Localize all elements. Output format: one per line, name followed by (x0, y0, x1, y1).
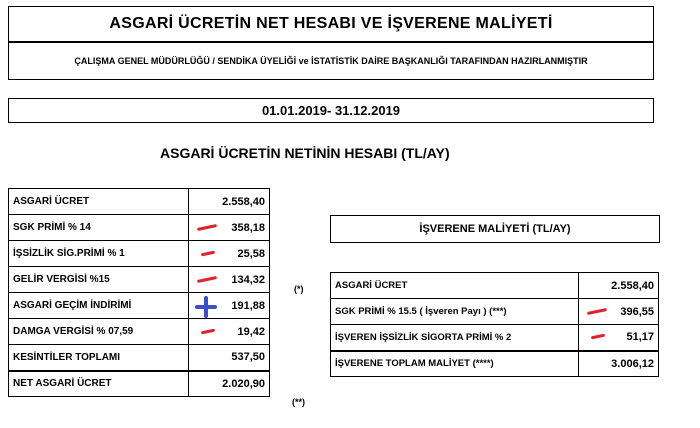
employer-cost-table (330, 272, 659, 377)
table-row (9, 319, 270, 345)
row-value: 51,17 (626, 331, 654, 344)
row-label: NET ASGARİ ÜCRET (9, 371, 189, 397)
row-value: 2.020,90 (189, 371, 270, 397)
row-value: 396,55 (620, 305, 654, 318)
row-label: SGK PRİMİ % 14 (9, 215, 189, 241)
row-label: SGK PRİMİ % 15.5 ( İşveren Payı ) (***) (331, 299, 579, 325)
table-row (331, 273, 659, 299)
table-row (9, 267, 270, 293)
document-title: ASGARİ ÜCRETİN NET HESABI VE İŞVERENE MALİYETİ (8, 6, 654, 42)
table-row (9, 371, 270, 397)
table-row (9, 189, 270, 215)
red-highlight-mark (591, 334, 605, 340)
row-value: 19,42 (237, 325, 265, 338)
table-row (9, 241, 270, 267)
row-value: 191,88 (231, 299, 265, 312)
red-highlight-mark (197, 223, 217, 230)
row-value: 2.558,40 (579, 273, 659, 299)
row-value: 3.006,12 (579, 351, 659, 377)
row-value: 537,50 (189, 345, 270, 371)
row-value: 25,58 (237, 247, 265, 260)
row-label: İŞSİZLİK SİG.PRİMİ % 1 (9, 241, 189, 267)
period-range: 01.01.2019- 31.12.2019 (8, 98, 654, 123)
net-section-heading: ASGARİ ÜCRETİN NETİNİN HESABI (TL/AY) (160, 145, 450, 161)
row-label: ASGARİ GEÇİM İNDİRİMİ (9, 293, 189, 319)
row-label: İŞVERENE TOPLAM MALİYET (****) (331, 351, 579, 377)
row-label: ASGARİ ÜCRET (9, 189, 189, 215)
row-label: KESİNTİLER TOPLAMI (9, 345, 189, 371)
row-value: 134,32 (231, 273, 265, 286)
row-label: ASGARİ ÜCRET (331, 273, 579, 299)
blue-plus-mark (195, 296, 217, 318)
employer-cost-heading: İŞVERENE MALİYETİ (TL/AY) (330, 215, 660, 243)
net-wage-footnote-mark: (**) (292, 397, 305, 407)
row-label: GELİR VERGİSİ %15 (9, 267, 189, 293)
table-row (9, 345, 270, 371)
table-row (9, 215, 270, 241)
net-wage-table (8, 188, 270, 397)
row-value: 2.558,40 (189, 189, 270, 215)
red-highlight-mark (201, 328, 215, 334)
table-row (331, 351, 659, 377)
table-row (9, 293, 270, 319)
row-value: 358,18 (231, 221, 265, 234)
document-subtitle: ÇALIŞMA GENEL MÜDÜRLÜĞÜ / SENDİKA ÜYELİĞİ ve İSTATİSTİK DAİRE BAŞKANLIĞI TARAFINDAN HAZIRLANMIŞTIR (8, 42, 654, 80)
red-highlight-mark (587, 307, 607, 314)
row-label: DAMGA VERGİSİ % 07,59 (9, 319, 189, 345)
red-highlight-mark (197, 275, 217, 282)
table-row (331, 299, 659, 325)
row-label: İŞVEREN İŞSİZLİK SİGORTA PRİMİ % 2 (331, 325, 579, 351)
table-row (331, 325, 659, 351)
red-highlight-mark (201, 250, 215, 256)
income-tax-footnote-mark: (*) (294, 284, 304, 294)
